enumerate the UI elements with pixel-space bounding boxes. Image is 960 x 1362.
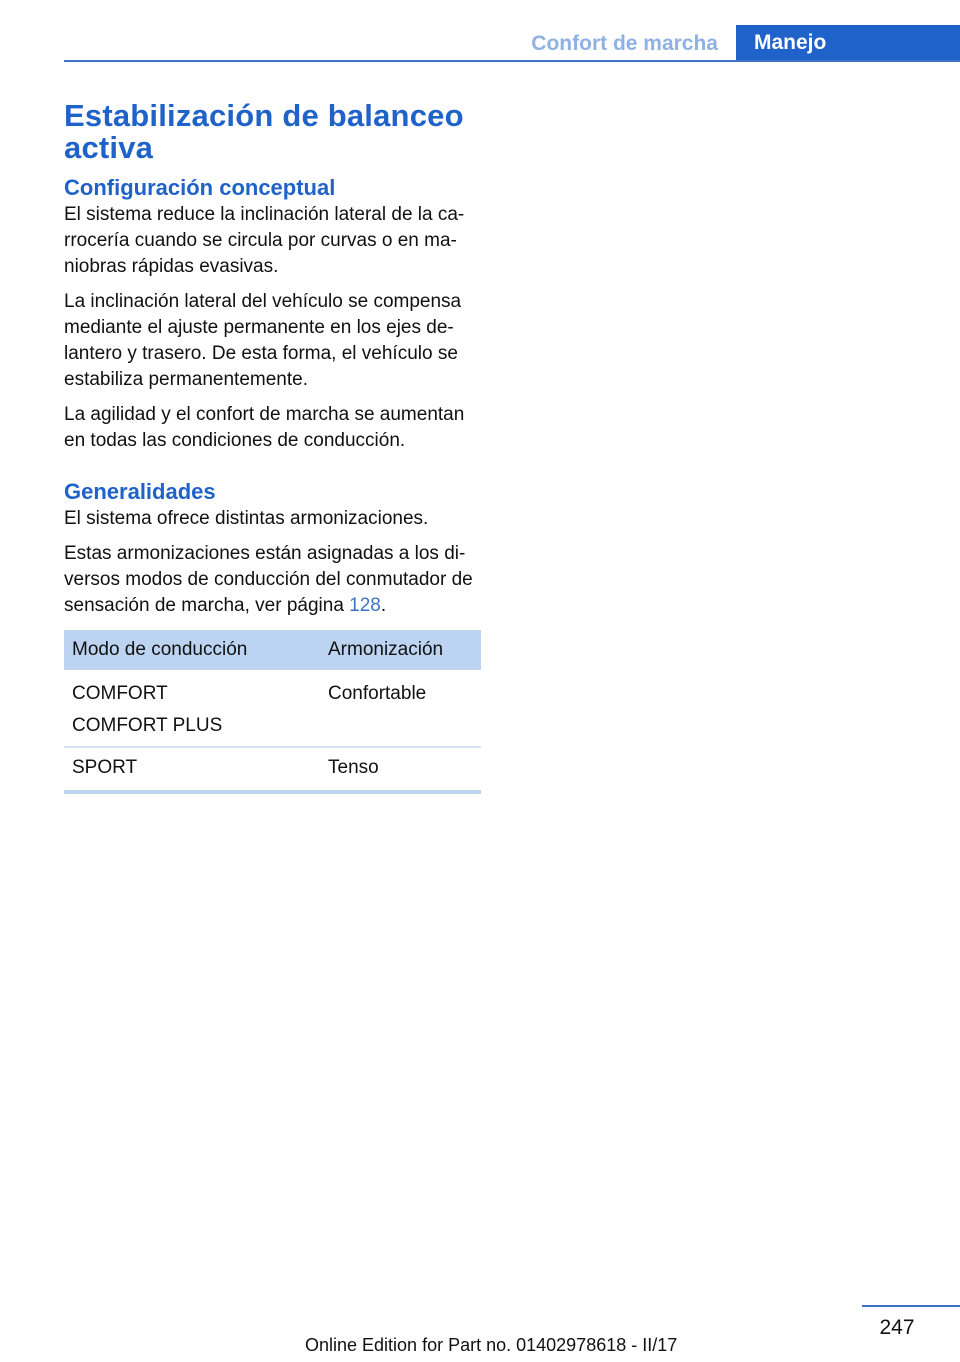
footer-rule [862,1305,960,1307]
reference-end: . [380,595,387,616]
table-row [64,670,481,747]
reference-text: Estas armonizaciones están asignadas a los di-versos modos de conducción del conmutador de sensación de marcha, ver página [64,543,473,616]
page-number: 247 [879,1316,915,1339]
table-header-row [64,630,481,670]
table-cell-tuning: Confortable [320,670,481,747]
header-chapter-tab: Manejo [736,25,960,61]
header-section-title: Confort de marcha [531,32,718,55]
mode-value: COMFORT [72,683,168,704]
mode-value: SPORT [72,757,138,778]
driving-mode-table [64,630,481,790]
table-bottom-rule [64,790,481,794]
section-heading-general: Generalidades [64,479,216,504]
main-content [64,100,482,794]
table-cell-mode [64,747,320,790]
paragraph: La inclinación lateral del vehículo se compensa mediante el ajuste permanente en los ejes de-lantero y trasero. De esta forma, el vehículo se estabiliza permanentemente. [64,291,462,390]
table-cell-mode [64,670,320,747]
page-link[interactable]: 128 [349,595,381,616]
paragraph: La agilidad y el confort de marcha se aumentan en todas las condiciones de conducción. [64,404,465,451]
table-row [64,747,481,790]
section-heading-concept: Configuración conceptual [64,175,336,200]
column-header-tuning: Armonización [320,630,481,670]
reference-paragraph [64,541,482,619]
edition-note: Online Edition for Part no. 01402978618 - II/17 [305,1335,678,1355]
mode-value: COMFORT PLUS [72,715,223,736]
page-title: Estabilización de balanceo activa [64,98,464,165]
header-rule [64,60,960,62]
paragraph: El sistema ofrece distintas armonizaciones. [64,508,429,529]
column-header-mode: Modo de conducción [64,630,320,670]
paragraph: El sistema reduce la inclinación lateral de la ca-rrocería cuando se circula por curvas o en ma-niobras rápidas evasivas. [64,204,465,277]
table-cell-tuning: Tenso [328,757,379,778]
